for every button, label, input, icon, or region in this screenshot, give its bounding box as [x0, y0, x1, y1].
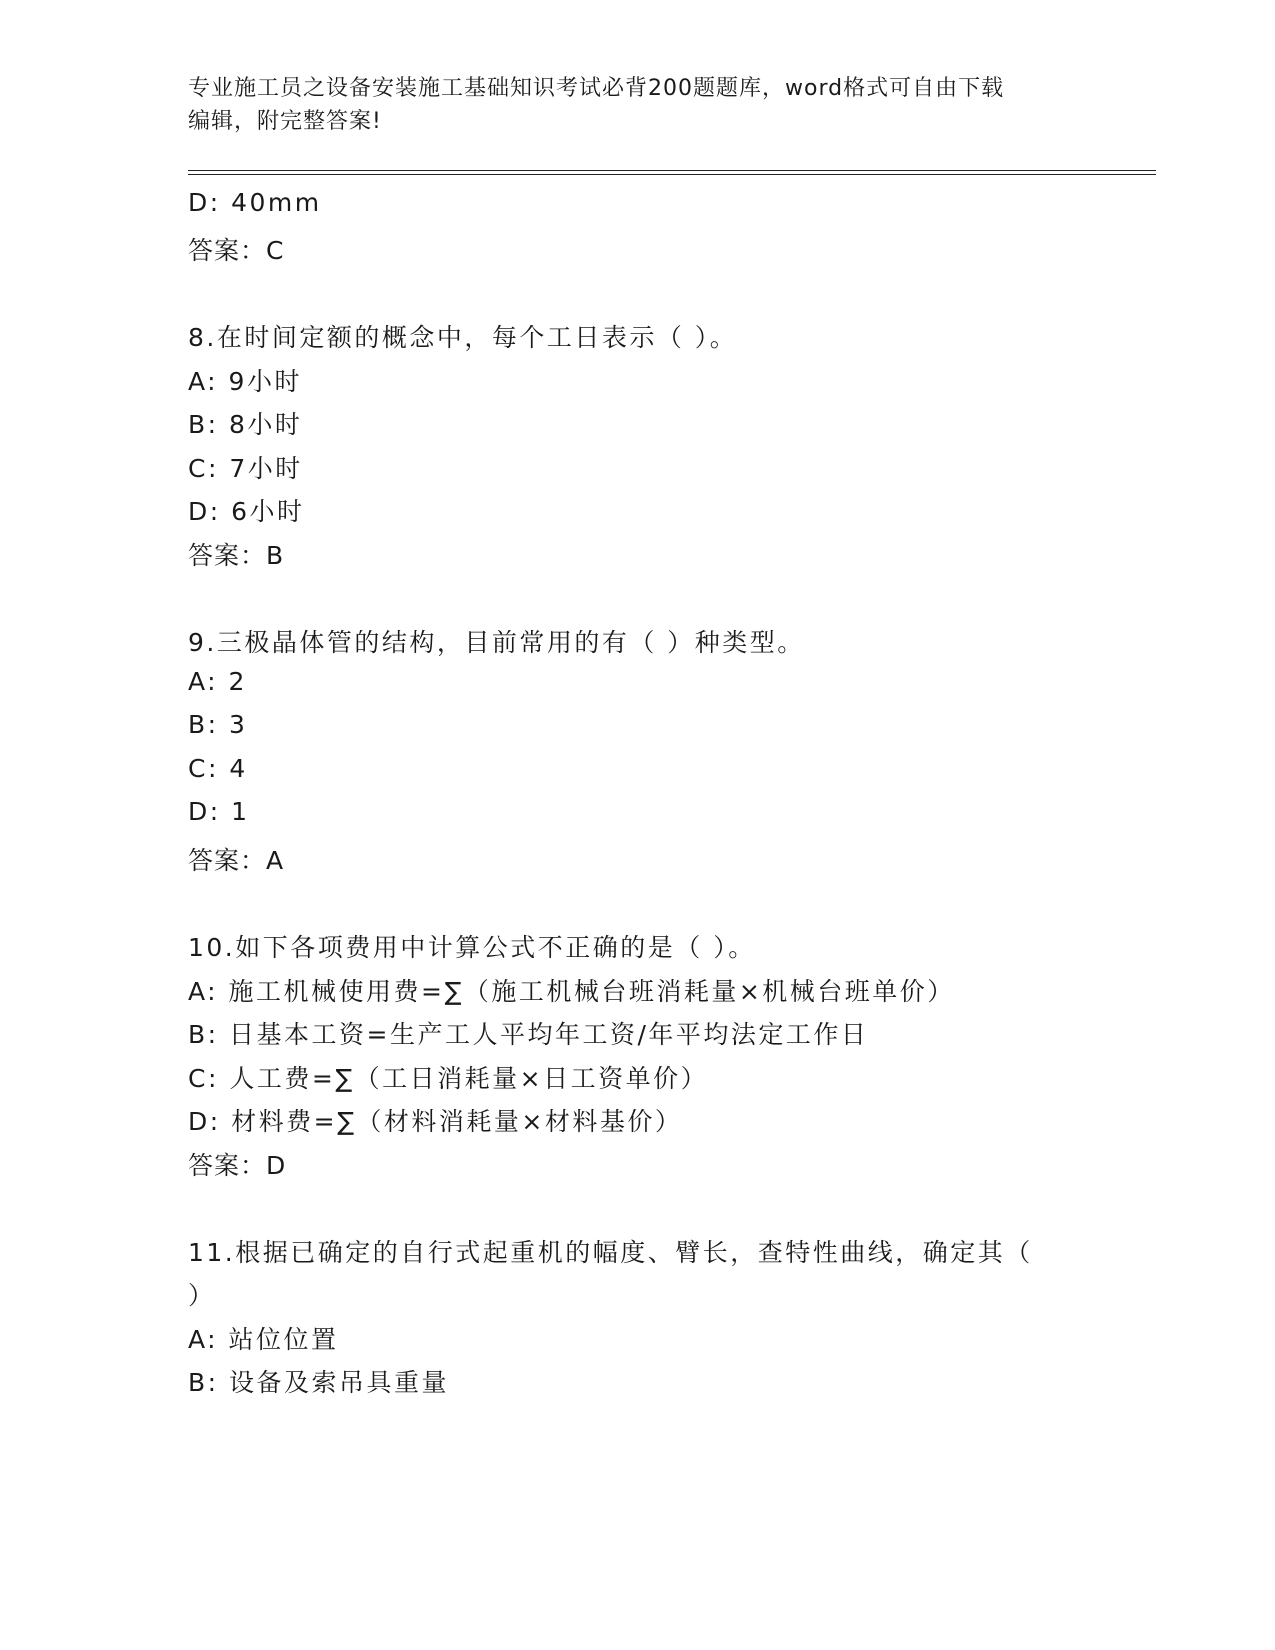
- question-stem: 8.在时间定额的概念中，每个工日表示（ ）。: [188, 323, 738, 352]
- header-line-1: 专业施工员之设备安装施工基础知识考试必背200题题库，word格式可自由下载: [188, 76, 1005, 101]
- header-divider-bottom: [188, 174, 1156, 175]
- option-a: A: 施工机械使用费=∑（施工机械台班消耗量×机械台班单价）: [188, 977, 955, 1006]
- option-b: B: 设备及索吊具重量: [188, 1368, 450, 1397]
- question-stem-continued: ）: [188, 1281, 216, 1310]
- prev-option-d: D: 40mm: [188, 188, 322, 217]
- prev-answer: 答案：C: [188, 236, 285, 265]
- header-line-2: 编辑，附完整答案!: [188, 109, 382, 134]
- question-stem: 10.如下各项费用中计算公式不正确的是（ ）。: [188, 933, 756, 962]
- option-a: A: 站位位置: [188, 1325, 339, 1354]
- option-d: D: 材料费=∑（材料消耗量×材料基价）: [188, 1107, 683, 1136]
- document-header: [188, 72, 1088, 138]
- option-d: D: 6小时: [188, 497, 305, 526]
- option-b: B: 3: [188, 710, 248, 739]
- answer: 答案：A: [188, 846, 285, 875]
- option-a: A: 2: [188, 667, 247, 696]
- option-b: B: 日基本工资=生产工人平均年工资/年平均法定工作日: [188, 1020, 869, 1049]
- question-stem: 11.根据已确定的自行式起重机的幅度、臂长，查特性曲线，确定其（: [188, 1238, 1033, 1267]
- answer: 答案：D: [188, 1151, 287, 1180]
- question-stem: 9.三极晶体管的结构，目前常用的有（ ）种类型。: [188, 628, 805, 657]
- option-d: D: 1: [188, 797, 250, 826]
- header-divider-top: [188, 170, 1156, 171]
- answer: 答案：B: [188, 541, 285, 570]
- option-c: C: 4: [188, 754, 248, 783]
- option-c: C: 人工费=∑（工日消耗量×日工资单价）: [188, 1064, 709, 1093]
- option-b: B: 8小时: [188, 410, 303, 439]
- option-a: A: 9小时: [188, 367, 302, 396]
- option-c: C: 7小时: [188, 454, 303, 483]
